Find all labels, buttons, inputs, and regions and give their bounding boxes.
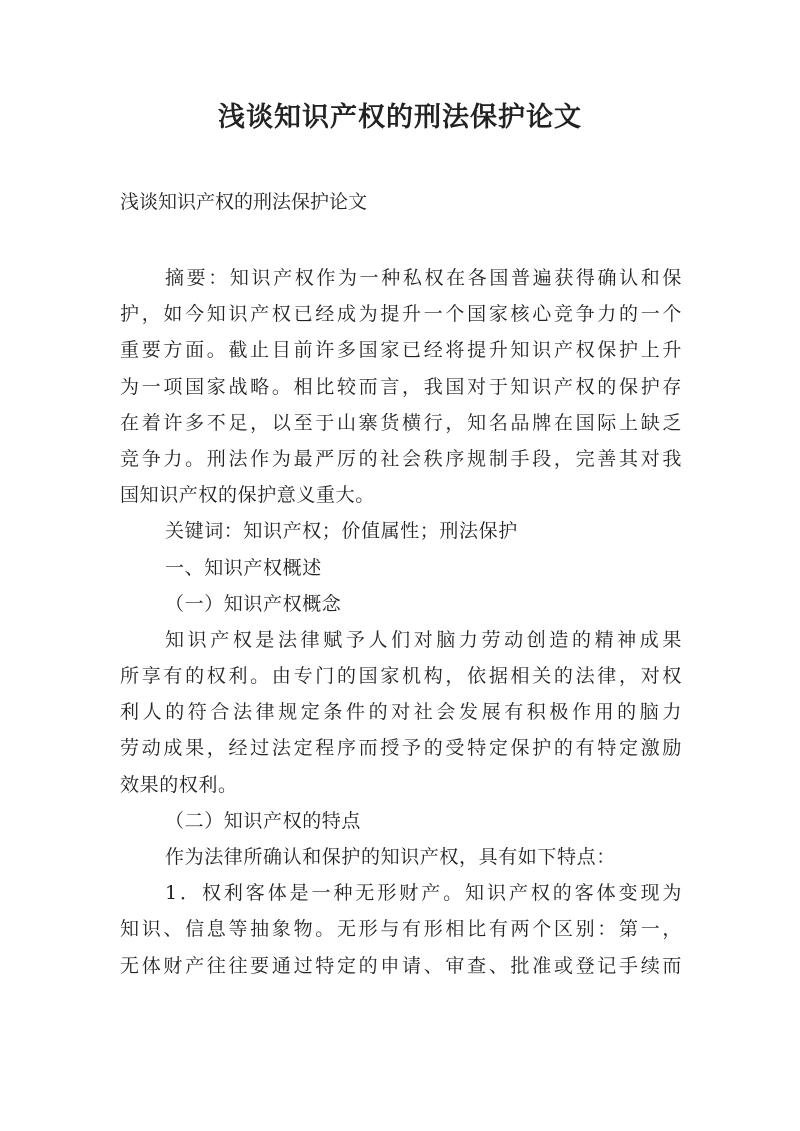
body-line: 关键词：知识产权；价值属性；刑法保护 — [165, 520, 518, 543]
body-line: 为一项国家战略。相比较而言，我国对于知识产权的保护存 — [120, 375, 682, 398]
body-line: 知识产权是法律赋予人们对脑力劳动创造的精神成果 — [165, 628, 682, 651]
body-line: 一、知识产权概述 — [165, 556, 322, 579]
body-line: 国知识产权的保护意义重大。 — [120, 484, 375, 507]
body-line: 所享有的权利。由专门的国家机构，依据相关的法律，对权 — [120, 665, 682, 688]
body-line: 1．权利客体是一种无形财产。知识产权的客体变现为 — [165, 882, 682, 905]
body-line: 护，如今知识产权已经成为提升一个国家核心竞争力的一个 — [120, 303, 682, 326]
document-body — [120, 260, 682, 984]
body-line: 在着许多不足，以至于山寨货横行，知名品牌在国际上缺乏 — [120, 411, 682, 434]
body-line: 无体财产往往要通过特定的申请、审查、批准或登记手续而 — [120, 954, 682, 977]
body-line: 知识、信息等抽象物。无形与有形相比有两个区别：第一， — [120, 918, 682, 941]
body-line: 摘要：知识产权作为一种私权在各国普遍获得确认和保 — [165, 267, 682, 289]
body-line: 竞争力。刑法作为最严厉的社会秩序规制手段，完善其对我 — [120, 447, 682, 470]
body-line: 效果的权利。 — [120, 773, 238, 796]
body-line: 重要方面。截止目前许多国家已经将提升知识产权保护上升 — [120, 339, 682, 362]
body-line: （一）知识产权概念 — [165, 592, 342, 615]
document-title: 浅谈知识产权的刑法保护论文 — [218, 102, 582, 133]
document-subtitle: 浅谈知识产权的刑法保护论文 — [120, 191, 368, 213]
body-line: 利人的符合法律规定条件的对社会发展有积极作用的脑力 — [120, 701, 682, 724]
body-line: 作为法律所确认和保护的知识产权，具有如下特点： — [165, 846, 616, 868]
body-line: （二）知识产权的特点 — [165, 809, 362, 832]
body-line: 劳动成果，经过法定程序而授予的受特定保护的有特定激励 — [120, 737, 682, 760]
